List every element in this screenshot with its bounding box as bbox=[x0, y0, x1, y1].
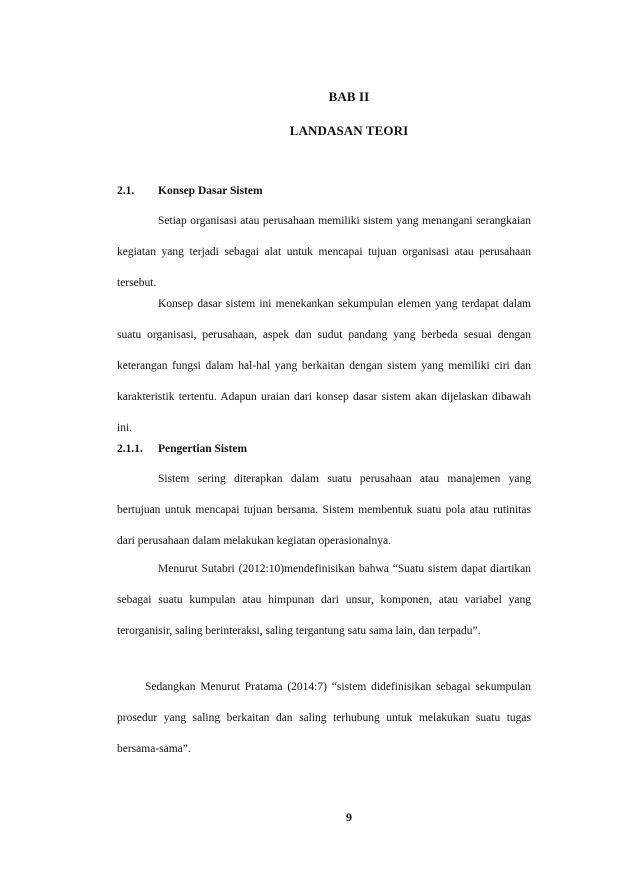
section-title: Konsep Dasar Sistem bbox=[158, 185, 263, 197]
chapter-title: LANDASAN TEORI bbox=[289, 123, 409, 138]
subsection-title: Pengertian Sistem bbox=[158, 443, 248, 455]
page-number: 9 bbox=[346, 810, 352, 824]
section-heading-2-1 bbox=[117, 185, 263, 197]
subsection-number: 2.1.1. bbox=[117, 443, 143, 455]
chapter-number: BAB II bbox=[328, 89, 370, 104]
section-number: 2.1. bbox=[117, 185, 135, 197]
paragraph: Menurut Sutabri (2012:10)mendefinisikan bahwa “Suatu sistem dapat diartikan sebagai suatu kumpulan atau himpunan dari unsur, komponen, atau variabel yang terorganisir, saling berinteraksi, saling tergantung satu sama lain, dan terpadu”. bbox=[117, 563, 531, 637]
paragraph: Konsep dasar sistem ini menekankan sekumpulan elemen yang terdapat dalam suatu organisasi, perusahaan, aspek dan sudut pandang yang berbeda sesuai dengan keterangan fungsi dalam hal-hal yang berkaitan dengan sistem yang memiliki ciri dan karakteristik tertentu. Adapun uraian dari konsep dasar sistem akan dijelaskan dibawah ini. bbox=[117, 298, 531, 434]
paragraph: Sistem sering diterapkan dalam suatu perusahaan atau manajemen yang bertujuan untuk mencapai tujuan bersama. Sistem membentuk suatu pola atau rutinitas dari perusahaan dalam melakukan kegiatan operasionalnya. bbox=[117, 473, 531, 547]
paragraph: Sedangkan Menurut Pratama (2014:7) “sistem didefinisikan sebagai sekumpulan prosedur yang saling berkaitan dan saling terhubung untuk melakukan suatu tugas bersama-sama”. bbox=[117, 681, 531, 755]
paragraph: Setiap organisasi atau perusahaan memiliki sistem yang menangani serangkaian kegiatan yang terjadi sebagai alat untuk mencapai tujuan organisasi atau perusahaan tersebut. bbox=[117, 215, 531, 289]
subsection-heading-2-1-1 bbox=[117, 443, 248, 455]
